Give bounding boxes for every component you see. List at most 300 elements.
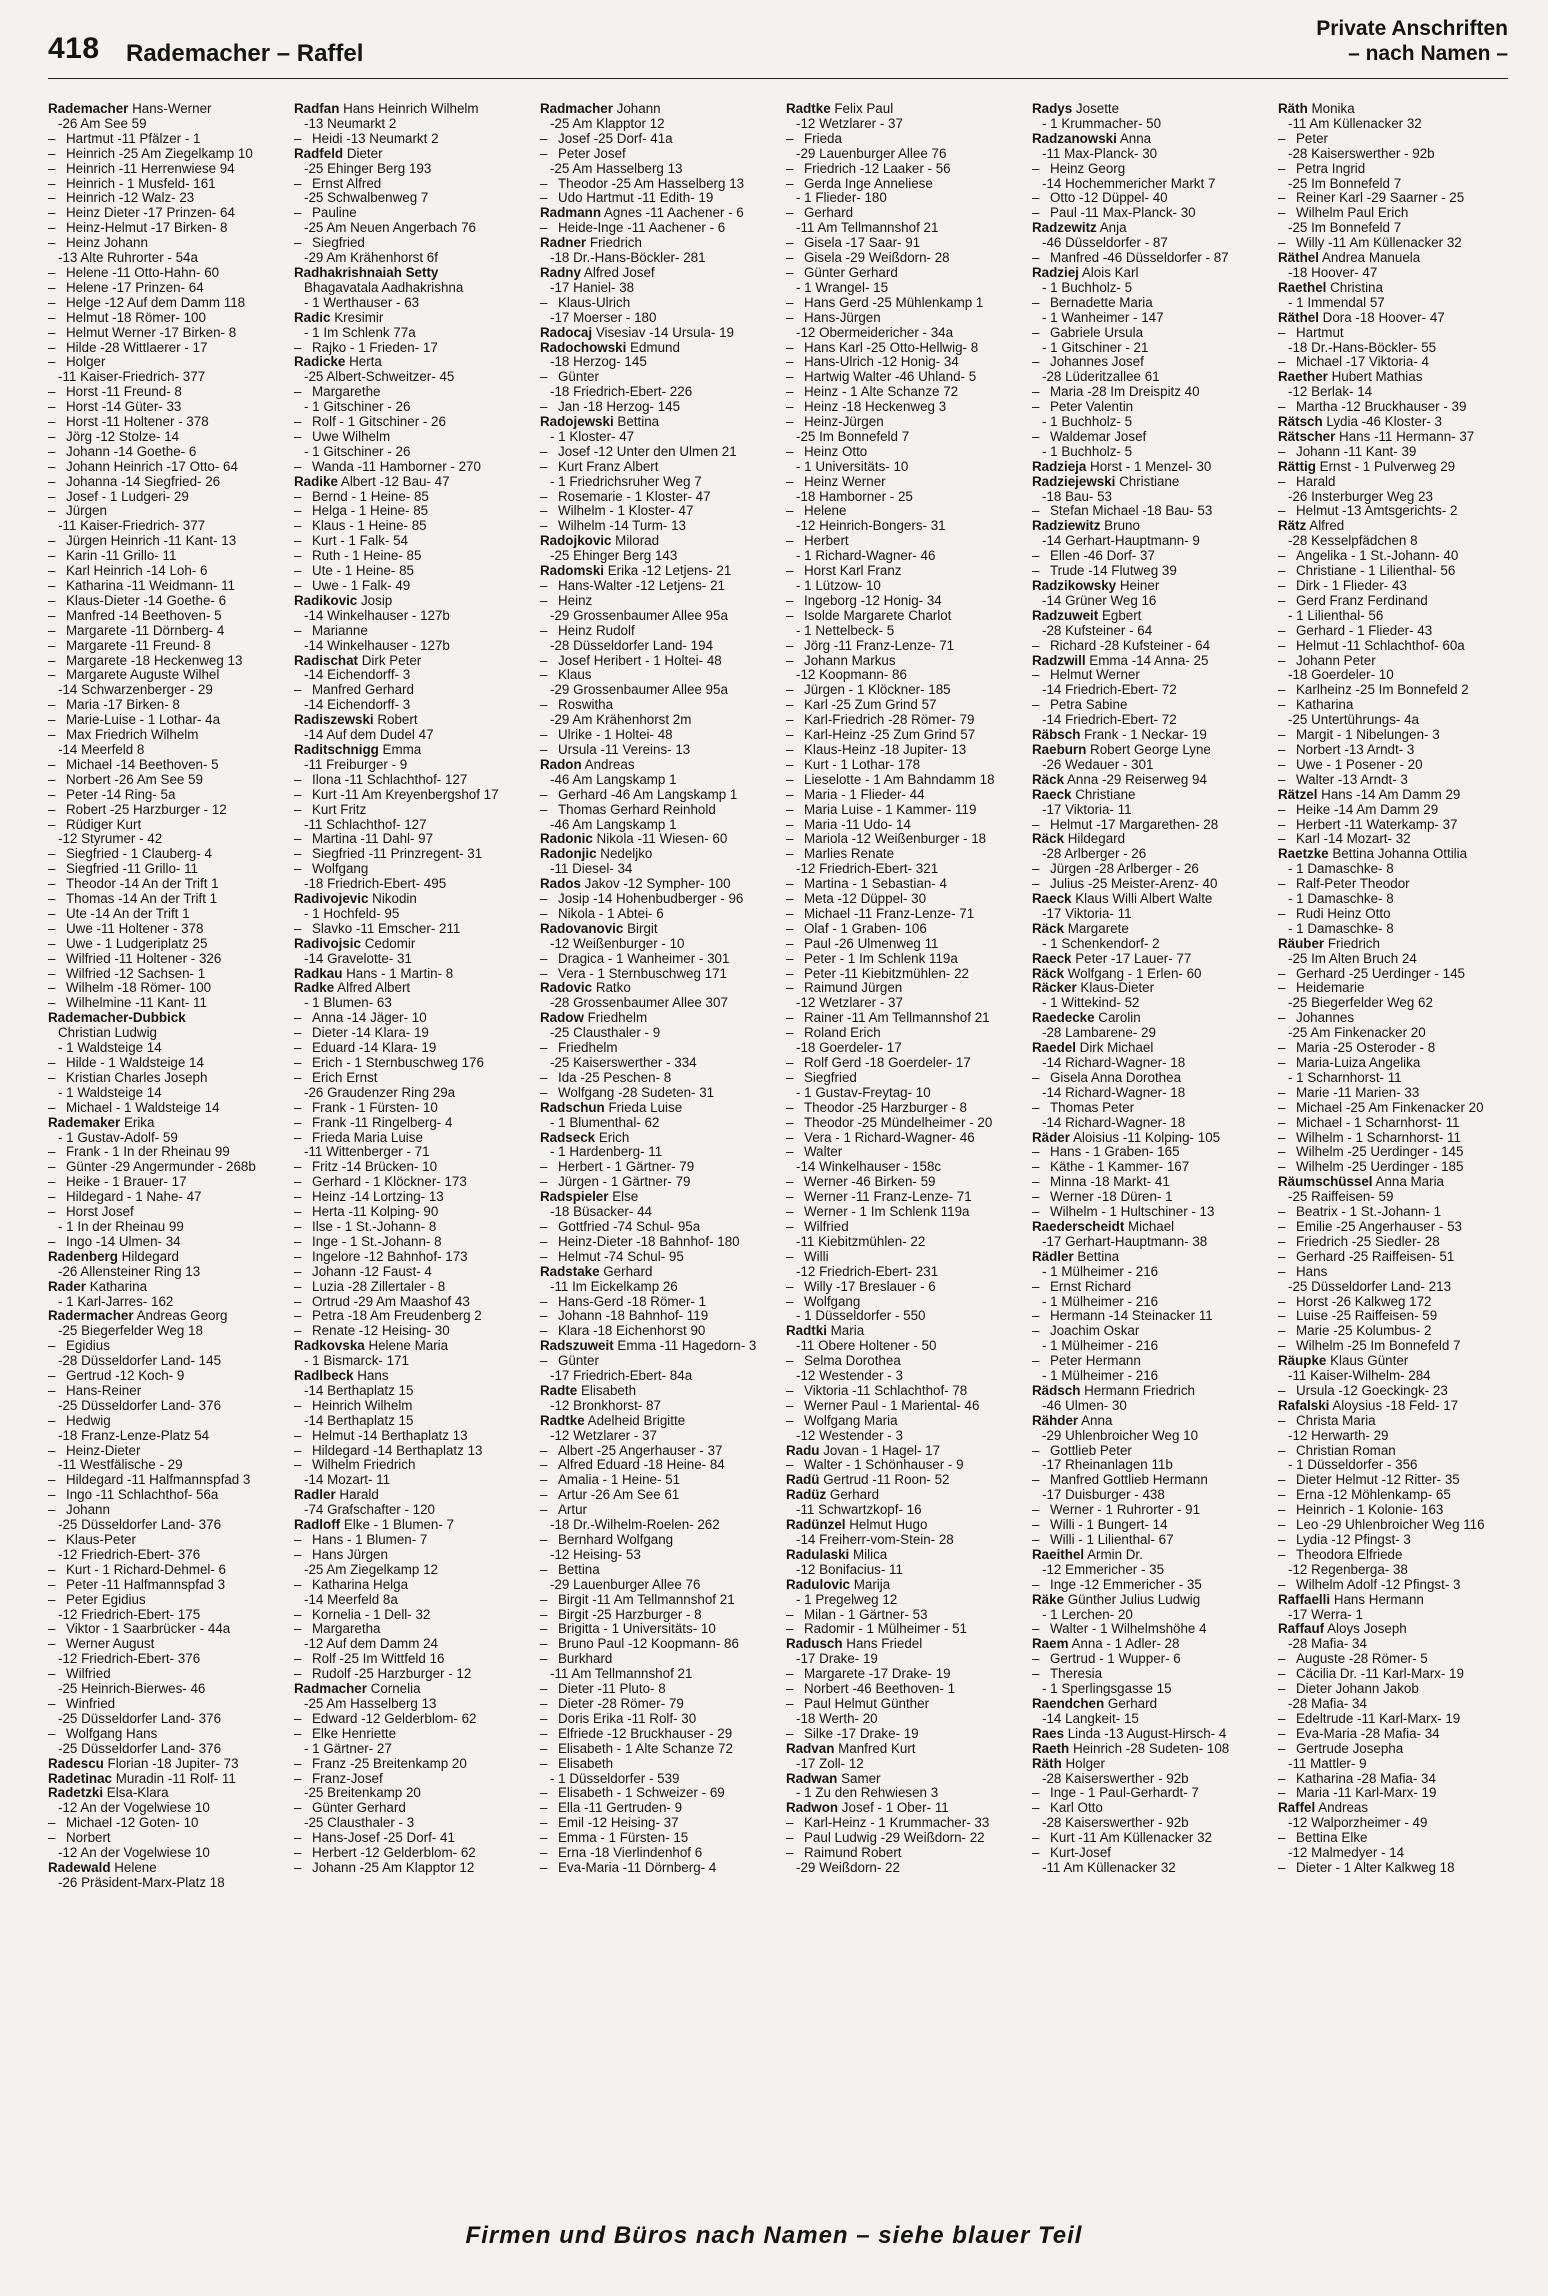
entry-text: Nikodin <box>368 892 417 907</box>
entry-text: Josef - 1 Ludgeri- 29 <box>66 489 189 504</box>
entry-text: Wolfgang -28 Sudeten- 31 <box>558 1085 715 1100</box>
surname-entry <box>294 475 528 490</box>
dash-marker: – <box>786 131 794 146</box>
address-line: -12 Friedrich-Ebert- 376 <box>58 1547 201 1562</box>
entry-text: Karl-Friedrich -28 Römer- 79 <box>804 713 975 728</box>
address-line: -18 Goerdeler- 17 <box>796 1041 902 1056</box>
listing-entry <box>786 370 1020 385</box>
entry-text: Norbert <box>66 1831 111 1846</box>
dash-marker: – <box>294 1428 302 1443</box>
listing-entry <box>48 1727 282 1742</box>
address-line: - 1 Kloster- 47 <box>550 429 635 444</box>
entry-text: Peter -11 Kiebitzmühlen- 22 <box>804 966 969 981</box>
dash-marker: – <box>294 385 302 400</box>
listing-entry <box>1278 1727 1512 1742</box>
dash-marker: – <box>294 1711 302 1726</box>
address-line: - 1 Damaschke- 8 <box>1288 921 1394 936</box>
surname-entry <box>1278 251 1512 266</box>
surname-entry <box>1032 1757 1266 1772</box>
listing-entry <box>540 1250 774 1265</box>
entry-text: Erich <box>595 1130 630 1145</box>
listing-entry <box>540 132 774 147</box>
listing-entry <box>1032 698 1266 713</box>
entry-text: Thomas Peter <box>1050 1100 1135 1115</box>
dash-marker: – <box>48 921 56 936</box>
dash-marker: – <box>48 444 56 459</box>
entry-text: Slavko -11 Emscher- 211 <box>312 921 461 936</box>
dash-marker: – <box>1278 1383 1286 1398</box>
page-title: Rademacher – Raffel <box>126 40 364 67</box>
listing-entry <box>294 504 528 519</box>
dash-marker: – <box>48 1488 56 1503</box>
entry-text: Helmut -74 Schul- 95 <box>558 1249 684 1264</box>
address-line: -14 Langkeit- 15 <box>1042 1711 1139 1726</box>
dash-marker: – <box>48 638 56 653</box>
entry-text: Petra Ingrid <box>1296 161 1366 176</box>
entry-text: Radomir - 1 Mülheimer - 51 <box>804 1622 967 1637</box>
surname-entry <box>1032 952 1266 967</box>
surname: Raeithel <box>1032 1547 1085 1562</box>
entry-text: Peter <box>1296 131 1329 146</box>
listing-entry <box>786 266 1020 281</box>
listing-entry <box>48 1578 282 1593</box>
entry-text: Walter - 1 Schönhauser - 9 <box>804 1458 964 1473</box>
surname-entry <box>294 937 528 952</box>
entry-text: Heinrich -25 Am Ziegelkamp 10 <box>66 146 253 161</box>
entry-text: Dieter -11 Pluto- 8 <box>558 1682 666 1697</box>
listing-entry <box>1032 191 1266 206</box>
dash-marker: – <box>1032 1667 1040 1682</box>
surname: Räck <box>1032 832 1065 847</box>
entry-text: Margarete -17 Drake- 19 <box>804 1667 951 1682</box>
dash-marker: – <box>540 400 548 415</box>
entry-text: Heinz Werner <box>804 474 886 489</box>
listing-entry <box>540 1503 774 1518</box>
listing-entry <box>786 847 1020 862</box>
surname-entry <box>1032 102 1266 117</box>
entry-text: Kurt - 1 Lothar- 178 <box>804 757 921 772</box>
dash-marker: – <box>48 176 56 191</box>
listing-entry <box>1278 683 1512 698</box>
entry-text: Nikola -11 Wiesen- 60 <box>592 832 728 847</box>
dash-marker: – <box>48 906 56 921</box>
listing-entry <box>1032 1801 1266 1816</box>
entry-text: Horst Josef <box>66 1205 134 1220</box>
address-line: -46 Am Langskamp 1 <box>550 817 677 832</box>
entry-text: Maria -11 Karl-Marx- 19 <box>1296 1786 1437 1801</box>
surname-entry <box>1278 370 1512 385</box>
address-line: -12 Emmericher - 35 <box>1042 1562 1165 1577</box>
surname-entry <box>1278 1399 1512 1414</box>
dash-marker: – <box>540 295 548 310</box>
surname-entry <box>1032 967 1266 982</box>
address-line: -29 Am Krähenhorst 6f <box>304 251 438 266</box>
address-line: -14 Friedrich-Ebert- 72 <box>1042 713 1177 728</box>
entry-text: Margarete -18 Heckenweg 13 <box>66 653 243 668</box>
entry-text: Friedrich <box>586 236 642 251</box>
listing-entry <box>786 236 1020 251</box>
entry-text: Birgit -11 Am Tellmannshof 21 <box>558 1592 735 1607</box>
address-line: -46 Düsseldorfer - 87 <box>1042 236 1168 251</box>
surname: Radikovic <box>294 593 358 608</box>
address-line: -25 Kaiserswerther - 334 <box>550 1056 697 1070</box>
entry-text: Florian -18 Jupiter- 73 <box>103 1756 239 1771</box>
dash-marker: – <box>1032 564 1040 579</box>
surname: Radivojsic <box>294 936 361 951</box>
listing-entry <box>540 1041 774 1056</box>
surname-entry <box>294 1339 528 1354</box>
entry-text: Marie -25 Kolumbus- 2 <box>1296 1324 1432 1339</box>
entry-text: Maria Luise - 1 Kammer- 119 <box>804 802 977 817</box>
entry-text: Hans Heinrich Wilhelm <box>339 102 479 116</box>
listing-entry <box>1032 1324 1266 1339</box>
entry-text: Wilfried -11 Holtener - 326 <box>66 951 222 966</box>
listing-entry <box>540 519 774 534</box>
surname-entry <box>540 534 774 549</box>
address-line: -28 Kaiserswerther - 92b <box>1288 146 1435 161</box>
entry-text: Johann Markus <box>804 653 896 668</box>
entry-text: Karin -11 Grillo- 11 <box>66 549 177 564</box>
dash-marker: – <box>1032 355 1040 370</box>
surname-entry <box>540 564 774 579</box>
entry-text: Hans - 1 Martin- 8 <box>342 966 454 981</box>
surname-entry <box>786 1444 1020 1459</box>
listing-entry <box>540 743 774 758</box>
listing-entry <box>786 1697 1020 1712</box>
listing-entry <box>540 803 774 818</box>
listing-entry <box>1032 1578 1266 1593</box>
entry-text: Gottfried -74 Schul- 95a <box>558 1219 701 1234</box>
dash-marker: – <box>294 1577 302 1592</box>
surname-entry <box>1032 1131 1266 1146</box>
listing-entry <box>540 1816 774 1831</box>
dash-marker: – <box>1278 1085 1286 1100</box>
entry-text: Luzia -28 Zillertaler - 8 <box>312 1279 446 1294</box>
listing-entry <box>1278 1011 1512 1026</box>
entry-text: Kurt - 1 Falk- 54 <box>312 534 408 549</box>
listing-entry <box>48 341 282 356</box>
entry-text: Josef -12 Unter den Ulmen 21 <box>558 444 737 459</box>
surname: Rätsch <box>1278 415 1323 430</box>
surname: Räbsch <box>1032 728 1081 743</box>
dash-marker: – <box>786 385 794 400</box>
listing-entry <box>48 594 282 609</box>
entry-text: Leo -29 Uhlenbroicher Weg 116 <box>1296 1518 1485 1533</box>
surname: Räuber <box>1278 936 1325 951</box>
dash-marker: – <box>1278 1786 1286 1801</box>
listing-entry <box>786 534 1020 549</box>
entry-text: Dirk Michael <box>1075 1041 1154 1056</box>
address-line: -11 Am Küllenacker 32 <box>1042 1860 1176 1875</box>
surname-entry <box>540 1131 774 1146</box>
surname-entry <box>1032 788 1266 803</box>
dash-marker: – <box>786 310 794 325</box>
listing-entry <box>786 206 1020 221</box>
listing-entry <box>48 475 282 490</box>
entry-text: Wilhelm Paul Erich <box>1296 206 1409 221</box>
dash-marker: – <box>294 459 302 474</box>
listing-entry <box>294 1309 528 1324</box>
surname: Radzwill <box>1032 653 1086 668</box>
listing-entry <box>48 490 282 505</box>
dash-marker: – <box>1032 1801 1040 1816</box>
listing-entry <box>48 549 282 564</box>
entry-text: Anna -14 Jäger- 10 <box>312 1011 427 1026</box>
listing-entry <box>786 594 1020 609</box>
listing-entry <box>1278 236 1512 251</box>
entry-text: Heidemarie <box>1296 981 1365 996</box>
surname-entry <box>294 102 528 117</box>
dash-marker: – <box>540 668 548 683</box>
dash-marker: – <box>786 415 794 430</box>
dash-marker: – <box>294 1547 302 1562</box>
dash-marker: – <box>540 1816 548 1831</box>
listing-entry <box>294 430 528 445</box>
dash-marker: – <box>786 1846 794 1861</box>
surname-entry <box>540 981 774 996</box>
entry-text: Frank - 1 In der Rheinau 99 <box>66 1145 230 1160</box>
surname-entry <box>1032 519 1266 534</box>
dash-marker: – <box>48 459 56 474</box>
dash-marker: – <box>540 1726 548 1741</box>
address-line: -12 Walporzheimer - 49 <box>1288 1816 1428 1831</box>
surname-entry <box>1032 266 1266 281</box>
address-line: -12 Weißenburger - 10 <box>550 936 685 951</box>
entry-text: Aloys Joseph <box>1324 1622 1407 1637</box>
dash-marker: – <box>1278 579 1286 593</box>
entry-text: Anna <box>1116 131 1152 146</box>
listing-entry <box>294 1295 528 1310</box>
entry-text: Ingelore -12 Bahnhof- 173 <box>312 1249 468 1264</box>
entry-text: Milan - 1 Gärtner- 53 <box>804 1607 928 1622</box>
dash-marker: – <box>48 668 56 683</box>
address-line: -11 Im Eickelkamp 26 <box>550 1279 678 1294</box>
listing-entry <box>294 624 528 639</box>
address-line: -29 Grossenbaumer Allee 95a <box>550 608 728 623</box>
entry-text: Raimund Jürgen <box>804 981 903 996</box>
dash-marker: – <box>540 1443 548 1458</box>
entry-text: Silke -17 Drake- 19 <box>804 1726 919 1741</box>
entry-text: Cedomir <box>360 936 416 951</box>
dash-marker: – <box>786 474 794 489</box>
dash-marker: – <box>1032 817 1040 832</box>
dash-marker: – <box>294 832 302 847</box>
listing-entry <box>1278 1712 1512 1727</box>
entry-text: Johanna -14 Siegfried- 26 <box>66 474 221 489</box>
listing-entry <box>48 803 282 818</box>
address-line: -14 Gravelotte- 31 <box>304 951 412 966</box>
address-line: -14 Richard-Wagner- 18 <box>1042 1085 1186 1100</box>
dash-marker: – <box>786 1622 794 1637</box>
dash-marker: – <box>294 787 302 802</box>
entry-text: Jürgen <box>66 504 107 519</box>
dash-marker: – <box>48 728 56 743</box>
listing-entry <box>48 415 282 430</box>
dash-marker: – <box>48 1473 56 1488</box>
dash-marker: – <box>1278 325 1286 340</box>
address-line: -18 Friedrich-Ebert- 495 <box>304 877 447 892</box>
listing-entry <box>48 460 282 475</box>
listing-entry <box>294 1608 528 1623</box>
entry-text: Hans <box>1296 1264 1328 1279</box>
surname-entry <box>48 1250 282 1265</box>
address-line: -11 Mattler- 9 <box>1288 1756 1367 1771</box>
entry-text: Kornelia - 1 Dell- 32 <box>312 1607 431 1622</box>
address-line: Bhagavatala Aadhakrishna <box>304 280 464 295</box>
listing-entry <box>48 818 282 833</box>
address-line: -25 Albert-Schweitzer- 45 <box>304 370 455 385</box>
entry-text: Wolfgang - 1 Erlen- 60 <box>1064 966 1202 981</box>
dash-marker: – <box>786 265 794 280</box>
surname: Räumschüssel <box>1278 1175 1373 1190</box>
address-line: - 1 Werthauser - 63 <box>304 295 420 310</box>
listing-entry <box>48 668 282 683</box>
dash-marker: – <box>786 1130 794 1145</box>
surname: Radonjic <box>540 847 597 862</box>
dash-marker: – <box>786 698 794 713</box>
entry-text: Johann -11 Kant- 39 <box>1296 444 1417 459</box>
listing-entry <box>786 445 1020 460</box>
surname-entry <box>1278 430 1512 445</box>
entry-text: Siegfried <box>312 236 365 251</box>
listing-entry <box>48 1533 282 1548</box>
listing-entry <box>540 1622 774 1637</box>
listing-entry <box>540 1235 774 1250</box>
entry-text: Frieda Maria Luise <box>312 1130 423 1145</box>
dash-marker: – <box>786 936 794 951</box>
address-line: -11 Wittenberger - 71 <box>304 1145 430 1160</box>
surname: Radkau <box>294 966 343 981</box>
address-line: -25 Am Finkenacker 20 <box>1288 1026 1426 1041</box>
listing-entry <box>1278 639 1512 654</box>
dash-marker: – <box>1032 877 1040 892</box>
address-line: - 1 Lützow- 10 <box>796 579 881 593</box>
surname: Rätz <box>1278 519 1307 534</box>
dash-marker: – <box>540 787 548 802</box>
entry-text: Wolfgang Maria <box>804 1413 898 1428</box>
address-line: - 1 Waldsteige 14 <box>58 1085 162 1100</box>
entry-text: Josef Heribert - 1 Holtei- 48 <box>558 653 722 668</box>
listing-entry <box>48 1101 282 1116</box>
entry-text: Klaus-Dieter <box>1076 981 1155 996</box>
entry-text: Johann <box>612 102 661 116</box>
entry-text: Josette <box>1072 102 1120 116</box>
listing-entry <box>1278 1384 1512 1399</box>
dash-marker: – <box>1278 191 1286 206</box>
listing-entry <box>786 892 1020 907</box>
dash-marker: – <box>48 191 56 206</box>
dash-marker: – <box>786 906 794 921</box>
entry-text: Johann -12 Faust- 4 <box>312 1264 432 1279</box>
surname-entry <box>1032 1593 1266 1608</box>
entry-text: Emil -12 Heising- 37 <box>558 1816 679 1831</box>
address-line: -25 Clausthaler - 9 <box>550 1026 661 1041</box>
address-line: -14 Schwarzenberger - 29 <box>58 683 213 698</box>
address-line: -12 Koopmann- 86 <box>796 668 907 683</box>
listing-entry <box>48 1369 282 1384</box>
listing-entry <box>1032 1503 1266 1518</box>
address-line: -17 Haniel- 38 <box>550 280 635 295</box>
listing-entry <box>1032 639 1266 654</box>
listing-entry <box>1032 1652 1266 1667</box>
listing-entry <box>1278 967 1512 982</box>
entry-text: Heinz-Dieter -18 Bahnhof- 180 <box>558 1234 740 1249</box>
dash-marker: – <box>48 534 56 549</box>
listing-entry <box>1032 430 1266 445</box>
entry-text: Ingo -14 Ulmen- 34 <box>66 1234 181 1249</box>
entry-text: Walter <box>804 1145 843 1160</box>
address-line: -12 Heinrich-Bongers- 31 <box>796 519 946 534</box>
listing-entry <box>1032 162 1266 177</box>
listing-entry <box>1278 698 1512 713</box>
surname-entry <box>540 877 774 892</box>
entry-text: Margarete -11 Dörnberg- 4 <box>66 623 225 638</box>
surname: Radetzki <box>48 1786 104 1801</box>
address-line: - 1 Pregelweg 12 <box>796 1592 898 1607</box>
surname: Raeck <box>1032 951 1072 966</box>
dash-marker: – <box>1278 1771 1286 1786</box>
entry-text: Frank - 1 Neckar- 19 <box>1080 728 1207 743</box>
address-line: -14 Hochemmericher Markt 7 <box>1042 176 1216 191</box>
dash-marker: – <box>540 1846 548 1861</box>
entry-text: Andreas <box>581 757 635 772</box>
entry-text: Heike - 1 Brauer- 17 <box>66 1175 187 1190</box>
dash-marker: – <box>540 1607 548 1622</box>
entry-text: Norbert -46 Beethoven- 1 <box>804 1682 956 1697</box>
listing-entry <box>294 1131 528 1146</box>
entry-text: Pauline <box>312 206 357 221</box>
dash-marker: – <box>294 921 302 936</box>
address-line: -14 Grüner Weg 16 <box>1042 593 1157 608</box>
surname-entry <box>540 206 774 221</box>
address-line: -18 Franz-Lenze-Platz 54 <box>58 1428 210 1443</box>
listing-entry <box>540 654 774 669</box>
entry-text: Inge - 1 St.-Johann- 8 <box>312 1234 442 1249</box>
listing-entry <box>48 1160 282 1175</box>
entry-text: Vera - 1 Richard-Wagner- 46 <box>804 1130 975 1145</box>
surname-entry <box>294 892 528 907</box>
dash-marker: – <box>1278 549 1286 564</box>
address-line: -12 Wetzlarer - 37 <box>796 116 903 131</box>
entry-text: Helmut -17 Margarethen- 28 <box>1050 817 1219 832</box>
section-label <box>1316 16 1508 66</box>
address-line: -12 Friedrich-Ebert- 321 <box>796 862 939 877</box>
listing-entry <box>294 385 528 400</box>
listing-entry <box>540 907 774 922</box>
entry-text: Rudolf -25 Harzburger - 12 <box>312 1667 472 1682</box>
header-rule <box>48 78 1508 79</box>
entry-text: Jürgen - 1 Klöckner- 185 <box>804 683 951 698</box>
listing-entry <box>294 1801 528 1816</box>
entry-text: Raimund Robert <box>804 1846 902 1861</box>
entry-text: Herbert <box>804 534 849 549</box>
surname-entry <box>786 1548 1020 1563</box>
dash-marker: – <box>540 1473 548 1488</box>
listing-entry <box>1032 1786 1266 1801</box>
listing-entry <box>1278 400 1512 415</box>
dash-marker: – <box>294 623 302 638</box>
surname-entry <box>294 1488 528 1503</box>
surname-entry <box>1032 1041 1266 1056</box>
entry-text: Walter - 1 Wilhelmshöhe 4 <box>1050 1622 1207 1637</box>
entry-text: Norbert -13 Arndt- 3 <box>1296 742 1415 757</box>
surname-entry <box>1278 847 1512 862</box>
surname: Raeck <box>1032 892 1072 907</box>
dash-marker: – <box>786 355 794 370</box>
entry-text: Meta -12 Düppel- 30 <box>804 892 927 907</box>
entry-text: Manfred Gerhard <box>312 683 414 698</box>
dash-marker: – <box>1278 400 1286 415</box>
